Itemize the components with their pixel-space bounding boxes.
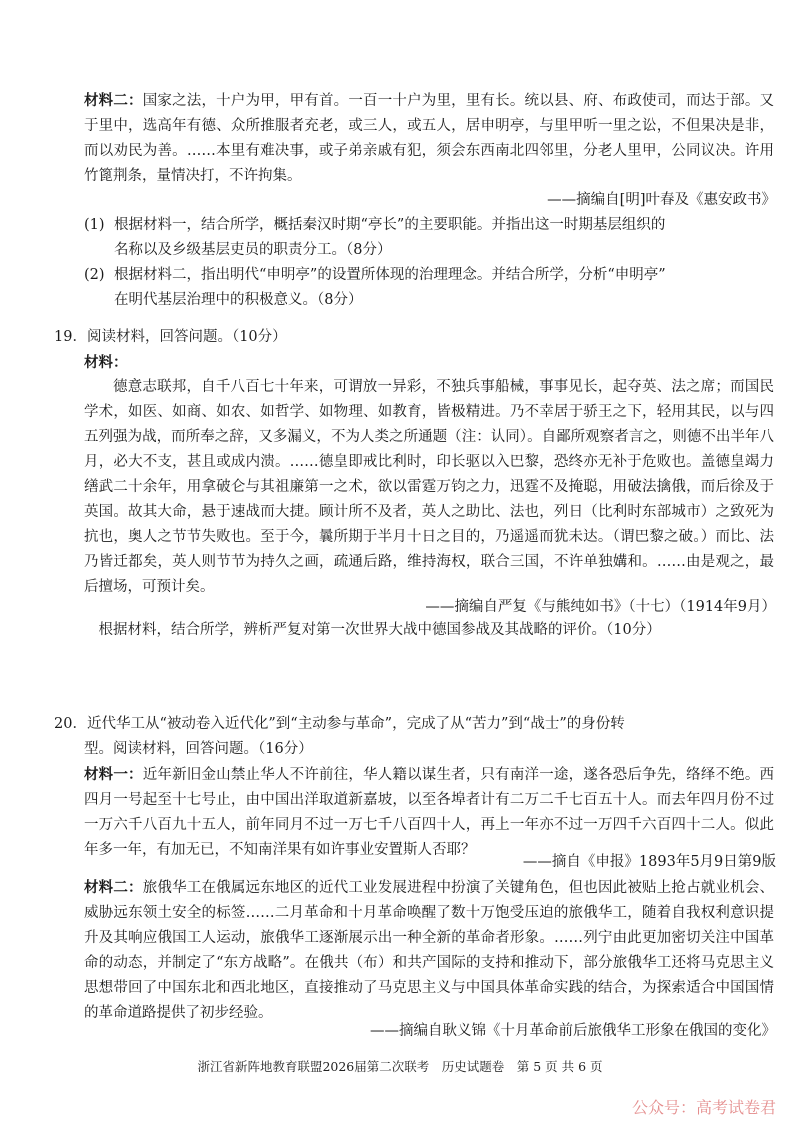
material-text: 近年新旧金山禁止华人不许前往，华人籍以谋生者，只有南洋一途，遂各恐后争先，络绎不绝。西四月一号起至十七号止，由中国出洋取道新嘉坡，以至各埠者计有二万二千七百五十人。而去年四月份不过一万六千八百九十五人，前年同月不过一万七千八百四十人，再上一年亦不过一万四千六百四十二人。似此年多一年，有加无已，不知南洋果有如许事业安置斯人否耶？ xyxy=(84,767,775,858)
question-20-header-line2: 型。阅读材料，回答问题。（16分） xyxy=(84,741,313,757)
question-20-material-two xyxy=(84,875,774,1026)
question-19-material xyxy=(84,375,774,600)
question-19-header: 19．阅读材料，回答问题。（10分） xyxy=(54,329,287,345)
sub-question-number: (1) xyxy=(84,217,105,233)
material-source: ——摘编自[明]叶春及《惠安政书》 xyxy=(547,192,776,208)
material-label: 材料二： xyxy=(84,879,143,896)
sub-question-number: (2) xyxy=(84,267,105,283)
question-20-material-one xyxy=(84,762,774,863)
question-19-prompt: 根据材料，结合所学，辨析严复对第一次世界大战中德国参战及其战略的评价。（10分） xyxy=(98,622,661,638)
question-18-1 xyxy=(84,213,784,263)
material-text: 德意志联邦，自千八百七十年来，可谓放一异彩，不独兵事船械，事事见长，起夺英、法之席；而国民学术，如医、如商、如农、如哲学、如物理、如教育，皆极精进。乃不幸居于骄王之下，轻用其民，以与四五列强为战，而所奉之辞，又多漏义，不为人类之所通题（注：认同）。自鄙所观察者言之，则德不出半年八月，必大不支，甚且或成内溃。……德皇即戒比利时，印长驱以入巴黎，恐终亦无补于危败也。盖德皇竭力缮武二十余年，用拿破仑与其祖廉第一之术，欲以雷霆万钧之力，迅霆不及掩聪，用破法擒俄，而后徐及于英国。故其大命，悬于速战而大捷。顾计所不及者，英人之助比、法也，列日（比利时东部城市）之致死为抗也，奥人之节节失败也。至于今，曩所期于半月十日之目的，乃遥遥而犹未达。（谓巴黎之破。）而比、法乃皆迁都矣，英人则节节为持久之画，疏通后路，维持海权，联合三国，不许单独媾和。……由是观之，最后擅场，可预计矣。 xyxy=(84,379,774,595)
material-label: 材料一： xyxy=(84,766,143,783)
sub-question-text-cont: 在明代基层治理中的积极意义。（8分） xyxy=(114,292,363,308)
material-two-block xyxy=(84,88,774,189)
page-footer: 浙江省新阵地教育联盟2026届第二次联考 历史试题卷 第 5 页 共 6 页 xyxy=(197,1059,603,1074)
material-text: 国家之法，十户为甲，甲有首。一百一十户为里，里有长。统以县、府、布政使司，而达于部。又于里中，选高年有德、众所推服者充老，或三人，或五人，居申明亭，与里甲听一里之讼，不但果决是非，而以劝民为善。……本里有难决事，或子弟亲戚有犯，须会东西南北四邻里，分老人里甲，公同议决。许用竹篦荆条，量情决打，不许拘集。 xyxy=(84,93,775,184)
sub-question-text: 根据材料二，指出明代“申明亭”的设置所体现的治理理念。并结合所学，分析“申明亭” xyxy=(114,267,666,283)
sub-question-text: 根据材料一，结合所学，概括秦汉时期“亭长”的主要职能。并指出这一时期基层组织的 xyxy=(114,217,666,233)
material-label: 材料： xyxy=(84,354,128,371)
material-text: 旅俄华工在俄属远东地区的近代工业发展进程中扮演了关键角色，但也因此被贴上抢占就业机会、威胁远东领土安全的标签……二月革命和十月革命唤醒了数十万饱受压迫的旅俄华工，随着自我权利意识提升及其响应俄国工人运动，旅俄华工逐渐展示出一种全新的革命者形象。……列宁由此更加密切关注中国革命的动态，并制定了“东方战略”。在俄共（布）和共产国际的支持和推动下，部分旅俄华工还将马克思主义思想带回了中国东北和西北地区，直接推动了马克思主义与中国具体革命实践的结合，为探索适合中国国情的革命道路提供了初步经验。 xyxy=(84,880,775,1021)
watermark: 公众号：高考试卷君 xyxy=(631,1098,776,1117)
material-source: ——摘编自严复《与熊纯如书》（十七）（1914年9月） xyxy=(425,599,776,615)
sub-question-text-cont: 名称以及乡级基层吏员的职责分工。（8分） xyxy=(114,242,392,258)
question-20-header xyxy=(54,712,784,762)
material-source: ——摘自《申报》1893年5月9日第9版 xyxy=(522,854,776,870)
question-18-2 xyxy=(84,263,784,313)
material-label: 材料二： xyxy=(84,92,143,109)
question-20-header-line1: 20．近代华工从“被动卷入近代化”到“主动参与革命”，完成了从“苦力”到“战士”的身份转 xyxy=(54,716,625,732)
material-source: ——摘编自耿义锦《十月革命前后旅俄华工形象在俄国的变化》 xyxy=(370,1023,776,1039)
